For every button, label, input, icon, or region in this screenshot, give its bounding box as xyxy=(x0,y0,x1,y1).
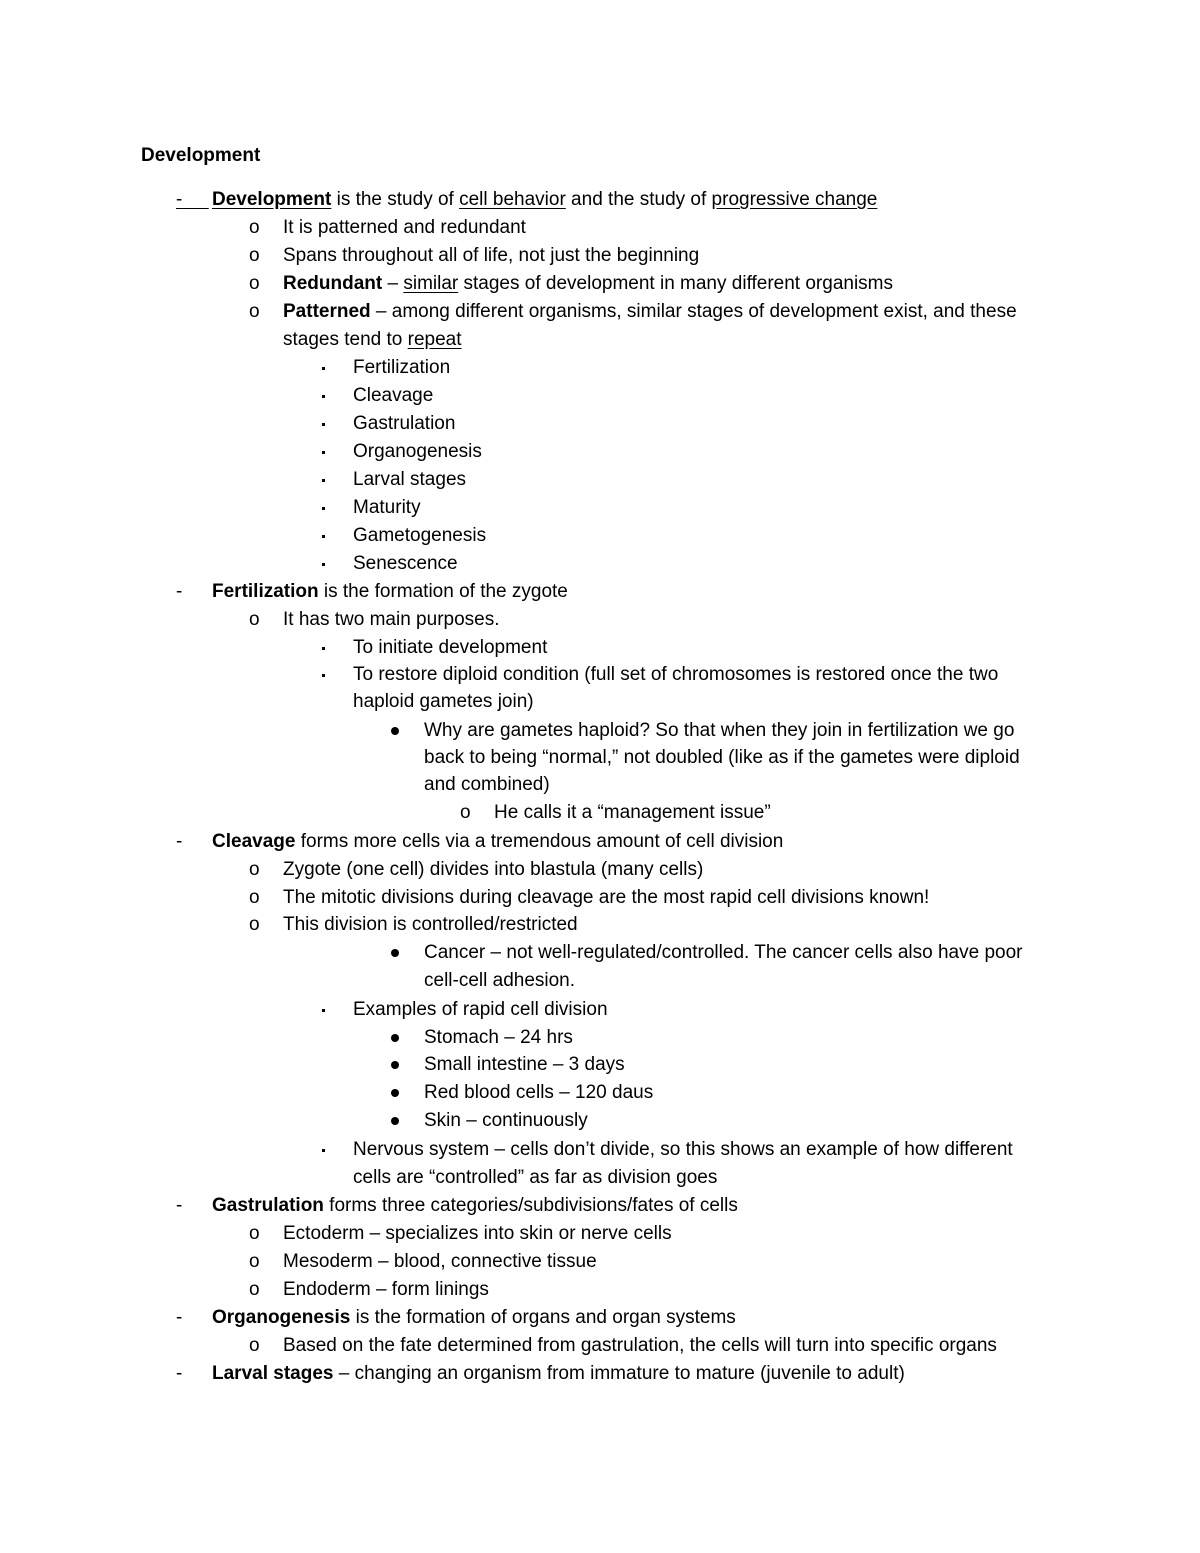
circle-marker: o xyxy=(249,1251,260,1272)
list-item: To initiate development xyxy=(353,637,548,658)
square-bullet xyxy=(322,1009,325,1012)
square-bullet xyxy=(322,563,325,566)
list-item-continuation: stages tend to repeat xyxy=(283,329,462,350)
list-item: It has two main purposes. xyxy=(283,609,500,630)
stage-item: Gametogenesis xyxy=(353,525,487,546)
square-bullet xyxy=(322,395,325,398)
gastrulation-definition: Gastrulation forms three categories/subdivisions/fates of cells xyxy=(212,1195,738,1216)
square-bullet xyxy=(322,423,325,426)
list-item: It is patterned and redundant xyxy=(283,217,526,238)
list-item: Spans throughout all of life, not just the beginning xyxy=(283,245,700,266)
square-bullet xyxy=(322,647,325,650)
square-bullet xyxy=(322,479,325,482)
round-bullet xyxy=(391,949,399,957)
circle-marker: o xyxy=(249,1335,260,1356)
dash-marker: - xyxy=(176,1307,183,1328)
list-item-continuation: haploid gametes join) xyxy=(353,691,534,712)
layer-item: Endoderm – form linings xyxy=(283,1279,489,1300)
list-item: Examples of rapid cell division xyxy=(353,999,608,1020)
round-bullet xyxy=(391,1117,399,1125)
circle-marker: o xyxy=(249,1279,260,1300)
square-bullet xyxy=(322,451,325,454)
stage-item: Organogenesis xyxy=(353,441,482,462)
circle-marker: o xyxy=(460,802,471,823)
list-item: To restore diploid condition (full set of chromosomes is restored once the two xyxy=(353,664,999,685)
example-item: Red blood cells – 120 daus xyxy=(424,1082,654,1103)
organogenesis-definition: Organogenesis is the formation of organs and organ systems xyxy=(212,1307,736,1328)
square-bullet xyxy=(322,535,325,538)
larval-stages-definition: Larval stages – changing an organism from immature to mature (juvenile to adult) xyxy=(212,1363,905,1384)
stage-item: Senescence xyxy=(353,553,458,574)
circle-marker: o xyxy=(249,609,260,630)
square-bullet xyxy=(322,507,325,510)
square-bullet xyxy=(322,674,325,677)
round-bullet xyxy=(391,1089,399,1097)
layer-item: Mesoderm – blood, connective tissue xyxy=(283,1251,597,1272)
example-item: Small intestine – 3 days xyxy=(424,1054,625,1075)
cleavage-definition: Cleavage forms more cells via a tremendous amount of cell division xyxy=(212,831,784,852)
dash-marker: - xyxy=(176,831,183,852)
stage-item: Fertilization xyxy=(353,357,451,378)
circle-marker: o xyxy=(249,914,260,935)
layer-item: Ectoderm – specializes into skin or nerve cells xyxy=(283,1223,672,1244)
development-definition: Development is the study of cell behavior and the study of progressive change xyxy=(212,189,878,210)
list-item: Based on the fate determined from gastrulation, the cells will turn into specific organs xyxy=(283,1335,997,1356)
stage-item: Gastrulation xyxy=(353,413,456,434)
stage-item: Larval stages xyxy=(353,469,467,490)
document-title: Development xyxy=(141,145,261,166)
square-bullet xyxy=(322,1149,325,1152)
circle-marker: o xyxy=(249,273,260,294)
circle-marker: o xyxy=(249,859,260,880)
round-bullet xyxy=(391,727,399,735)
round-bullet xyxy=(391,1034,399,1042)
list-item: Patterned – among different organisms, similar stages of development exist, and these xyxy=(283,301,1017,322)
circle-marker: o xyxy=(249,245,260,266)
dash-marker: - xyxy=(176,189,183,210)
circle-marker: o xyxy=(249,301,260,322)
list-item-continuation: and combined) xyxy=(424,774,550,795)
dash-marker: - xyxy=(176,1363,183,1384)
circle-marker: o xyxy=(249,887,260,908)
example-item: Stomach – 24 hrs xyxy=(424,1027,573,1048)
list-item-continuation: cells are “controlled” as far as division goes xyxy=(353,1167,718,1188)
stage-item: Maturity xyxy=(353,497,421,518)
stage-item: Cleavage xyxy=(353,385,434,406)
dash-marker: - xyxy=(176,1195,183,1216)
list-item: Why are gametes haploid? So that when they join in fertilization we go xyxy=(424,720,1015,741)
list-item: The mitotic divisions during cleavage are the most rapid cell divisions known! xyxy=(283,887,930,908)
list-item: Redundant – similar stages of development in many different organisms xyxy=(283,273,894,294)
example-item: Skin – continuously xyxy=(424,1110,588,1131)
list-item: Cancer – not well-regulated/controlled. The cancer cells also have poor xyxy=(424,942,1023,963)
square-bullet xyxy=(322,367,325,370)
list-item: This division is controlled/restricted xyxy=(283,914,578,935)
list-item: Nervous system – cells don’t divide, so this shows an example of how different xyxy=(353,1139,1013,1160)
list-item: He calls it a “management issue” xyxy=(494,802,771,823)
circle-marker: o xyxy=(249,1223,260,1244)
list-item-continuation: cell-cell adhesion. xyxy=(424,970,576,991)
dash-marker: - xyxy=(176,581,183,602)
list-item-continuation: back to being “normal,” not doubled (like as if the gametes were diploid xyxy=(424,747,1020,768)
circle-marker: o xyxy=(249,217,260,238)
round-bullet xyxy=(391,1061,399,1069)
list-item: Zygote (one cell) divides into blastula (many cells) xyxy=(283,859,704,880)
fertilization-definition: Fertilization is the formation of the zygote xyxy=(212,581,568,602)
